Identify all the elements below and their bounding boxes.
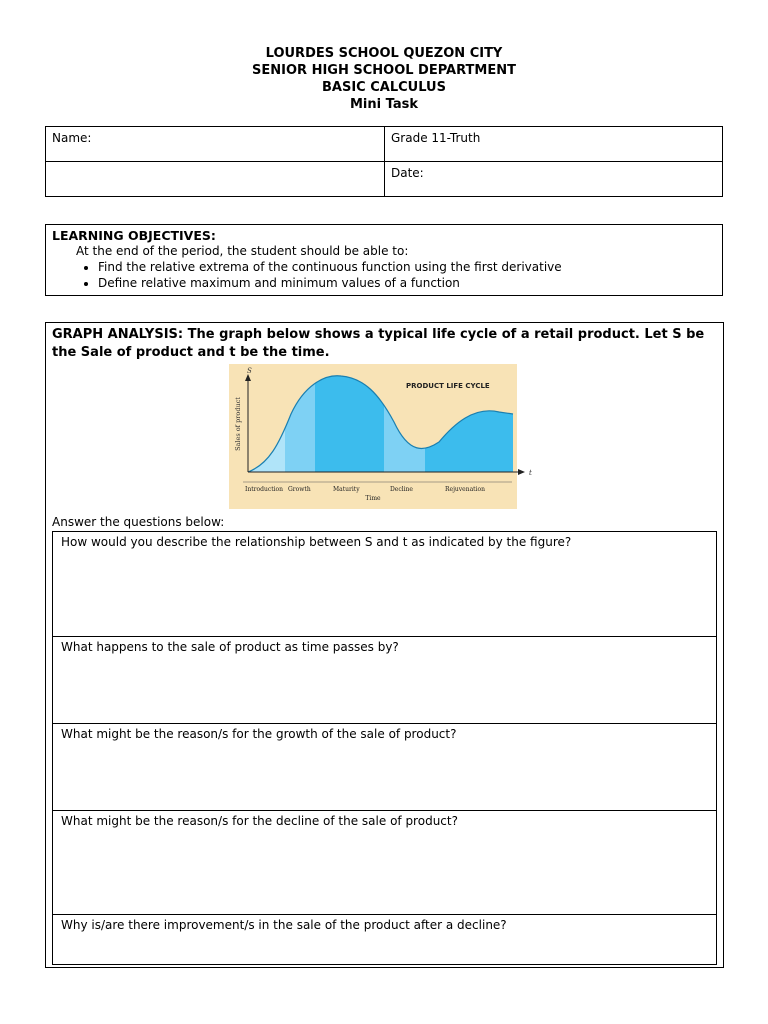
department-name: SENIOR HIGH SCHOOL DEPARTMENT (252, 63, 516, 78)
stage-label-growth: Growth (288, 486, 311, 493)
task-title: Mini Task (350, 97, 418, 112)
objectives-list (76, 259, 562, 291)
objectives-intro: At the end of the period, the student should be able to: (76, 244, 409, 258)
question-row[interactable] (53, 637, 716, 724)
stage-label-rejuvenation: Rejuvenation (445, 486, 485, 493)
school-name: LOURDES SCHOOL QUEZON CITY (265, 46, 503, 61)
stage-label-maturity: Maturity (333, 486, 360, 493)
questions-table (52, 531, 717, 965)
y-axis-symbol: S (247, 367, 252, 375)
question-text: How would you describe the relationship between S and t as indicated by the figure? (61, 535, 572, 549)
date-field[interactable]: Date: (391, 166, 424, 180)
question-row[interactable] (53, 724, 716, 811)
name-field[interactable]: Name: (52, 131, 92, 145)
answer-prompt: Answer the questions below: (52, 515, 225, 529)
y-axis-label: Sales of product (234, 397, 242, 451)
x-axis-arrow (518, 469, 525, 475)
student-info-table (45, 126, 723, 197)
question-text: What might be the reason/s for the decline of the sale of product? (61, 814, 458, 828)
question-text: What might be the reason/s for the growth of the sale of product? (61, 727, 457, 741)
question-row[interactable] (53, 915, 716, 964)
subject-name: BASIC CALCULUS (322, 80, 446, 95)
grade-section-label: Grade 11-Truth (391, 131, 481, 145)
chart-svg (229, 364, 532, 509)
graph-analysis-title: GRAPH ANALYSIS: The graph below shows a typical life cycle of a retail product. Let S be the Sale of product and t be the time. (52, 327, 705, 360)
question-row[interactable] (53, 532, 716, 637)
question-text: What happens to the sale of product as time passes by? (61, 640, 399, 654)
stage-label-introduction: Introduction (245, 486, 283, 493)
chart-title: PRODUCT LIFE CYCLE (406, 382, 490, 390)
x-axis-label: Time (365, 495, 381, 502)
objectives-title: LEARNING OBJECTIVES: (52, 228, 216, 243)
objective-item: • Find the relative extrema of the continuous function using the first derivative (98, 259, 562, 275)
objective-item: • Define relative maximum and minimum values of a function (98, 275, 562, 291)
question-text: Why is/are there improvement/s in the sale of the product after a decline? (61, 918, 507, 932)
learning-objectives-box (45, 224, 723, 296)
product-life-cycle-chart (229, 364, 532, 509)
graph-analysis-box (45, 322, 724, 968)
question-row[interactable] (53, 811, 716, 915)
stage-label-decline: Decline (390, 486, 413, 493)
x-axis-symbol: t (529, 469, 532, 477)
